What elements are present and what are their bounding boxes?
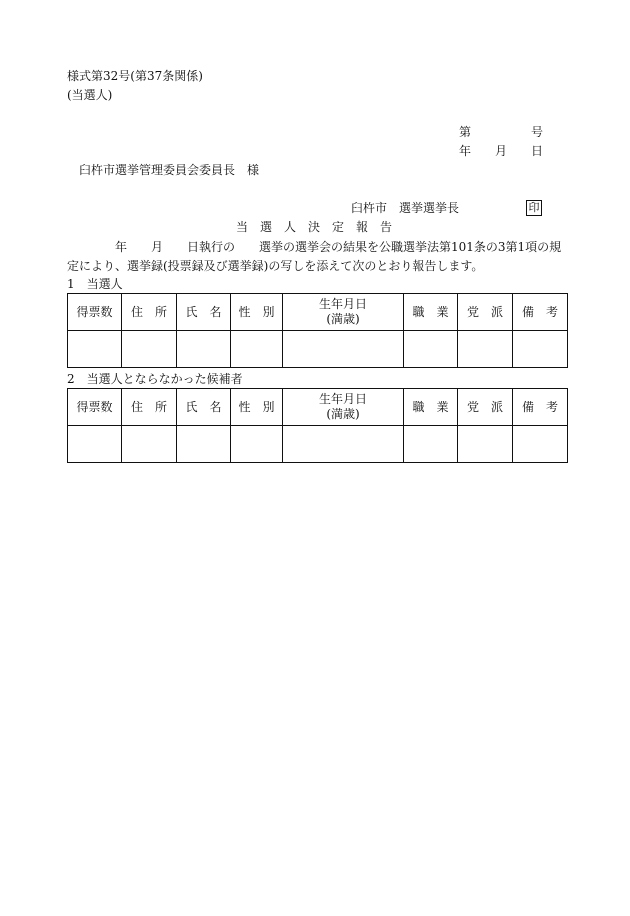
column-name: 氏 名	[177, 294, 231, 331]
column-birthdate-label: 生年月日	[318, 392, 367, 406]
table-row	[68, 331, 568, 368]
table-row	[68, 426, 568, 463]
report-body-text: 年 月 日執行の 選挙の選挙会の結果を公職選挙法第101条の3第1項の規定により、選挙録(投票録及び選挙録)の写しを添えて次のとおり報告します。	[67, 240, 562, 273]
table-cell[interactable]	[177, 331, 231, 368]
column-address: 住 所	[122, 294, 177, 331]
column-votes: 得票数	[68, 389, 122, 426]
section-2-heading: 2 当選人とならなかった候補者	[67, 372, 243, 386]
sender-title: 臼杵市 選挙選挙長	[351, 201, 460, 215]
table-cell[interactable]	[458, 331, 513, 368]
table-header-row	[68, 389, 568, 426]
table-cell[interactable]	[404, 426, 458, 463]
column-sex: 性 別	[231, 389, 283, 426]
column-age-label: (満歳)	[326, 312, 360, 326]
column-birthdate	[283, 294, 404, 331]
unelected-candidates-table	[67, 388, 568, 463]
seal-stamp-box: 印	[526, 200, 542, 216]
table-cell[interactable]	[513, 426, 568, 463]
table-cell[interactable]	[231, 331, 283, 368]
column-votes: 得票数	[68, 294, 122, 331]
table-cell[interactable]	[122, 331, 177, 368]
table-cell[interactable]	[122, 426, 177, 463]
column-occupation: 職 業	[404, 294, 458, 331]
table-cell[interactable]	[68, 331, 122, 368]
report-title: 当 選 人 決 定 報 告	[236, 220, 393, 234]
column-remarks: 備 考	[513, 294, 568, 331]
form-number: 様式第32号(第37条関係)	[67, 69, 203, 83]
column-remarks: 備 考	[513, 389, 568, 426]
table-cell[interactable]	[283, 331, 404, 368]
table-cell[interactable]	[177, 426, 231, 463]
document-number-line: 第 号	[459, 125, 544, 139]
table-cell[interactable]	[283, 426, 404, 463]
table-cell[interactable]	[68, 426, 122, 463]
table-cell[interactable]	[231, 426, 283, 463]
column-name: 氏 名	[177, 389, 231, 426]
table-cell[interactable]	[458, 426, 513, 463]
column-party: 党 派	[458, 389, 513, 426]
column-birthdate-label: 生年月日	[318, 297, 367, 311]
table-cell[interactable]	[513, 331, 568, 368]
form-subtitle: (当選人)	[67, 88, 113, 102]
column-party: 党 派	[458, 294, 513, 331]
column-address: 住 所	[122, 389, 177, 426]
table-header-row	[68, 294, 568, 331]
table-cell[interactable]	[404, 331, 458, 368]
column-birthdate	[283, 389, 404, 426]
column-sex: 性 別	[231, 294, 283, 331]
column-age-label: (満歳)	[326, 407, 360, 421]
document-date-line: 年 月 日	[459, 144, 544, 158]
addressee: 臼杵市選挙管理委員会委員長 様	[79, 163, 260, 177]
section-1-heading: 1 当選人	[67, 277, 123, 291]
column-occupation: 職 業	[404, 389, 458, 426]
elected-candidates-table	[67, 293, 568, 368]
